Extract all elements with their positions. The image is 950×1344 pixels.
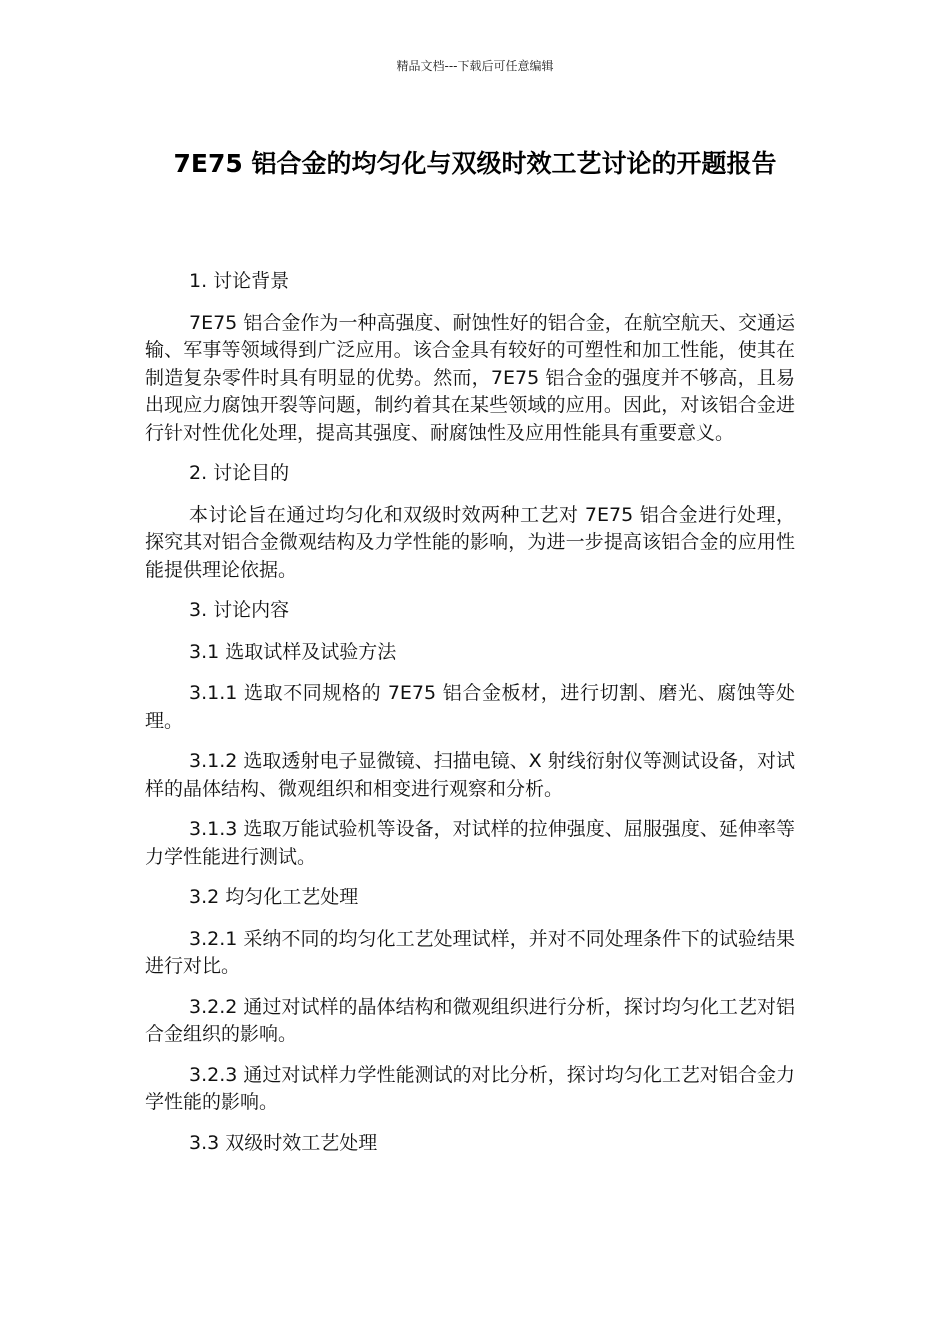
paragraph-background: 7E75 铝合金作为一种高强度、耐蚀性好的铝合金，在航空航天、交通运输、军事等领域得到广泛应用。该合金具有较好的可塑性和加工性能，使其在制造复杂零件时具有明显的优势。然而，7E75 铝合金的强度并不够高，且易出现应力腐蚀开裂等问题，制约着其在某些领域的应用。因此，对该铝合金进行针对性优化处理，提高其强度、耐腐蚀性及应用性能具有重要意义。 <box>145 311 795 444</box>
paragraph-purpose: 本讨论旨在通过均匀化和双级时效两种工艺对 7E75 铝合金进行处理，探究其对铝合金微观结构及力学性能的影响，为进一步提高该铝合金的应用性能提供理论依据。 <box>145 503 795 581</box>
paragraph-3-2-3: 3.2.3 通过对试样力学性能测试的对比分析，探讨均匀化工艺对铝合金力学性能的影响。 <box>145 1063 795 1113</box>
section-heading-purpose: 2. 讨论目的 <box>189 462 290 484</box>
page-header-note: 精品文档---下载后可任意编辑 <box>396 59 554 73</box>
paragraph-3-1-1: 3.1.1 选取不同规格的 7E75 铝合金板材，进行切割、磨光、腐蚀等处理。 <box>145 682 795 732</box>
subsection-heading-3-3: 3.3 双级时效工艺处理 <box>189 1131 378 1154</box>
section-heading-background: 1. 讨论背景 <box>189 270 290 292</box>
subsection-heading-3-1: 3.1 选取试样及试验方法 <box>189 640 397 663</box>
section-heading-content: 3. 讨论内容 <box>189 599 290 621</box>
paragraph-3-1-3: 3.1.3 选取万能试验机等设备，对试样的拉伸强度、屈服强度、延伸率等力学性能进行测试。 <box>145 818 795 868</box>
subsection-heading-3-2: 3.2 均匀化工艺处理 <box>189 886 359 908</box>
document-body <box>145 268 795 1171</box>
document-title: 7E75 铝合金的均匀化与双级时效工艺讨论的开题报告 <box>173 149 777 178</box>
paragraph-3-2-1: 3.2.1 采纳不同的均匀化工艺处理试样，并对不同处理条件下的试验结果进行对比。 <box>145 927 795 977</box>
paragraph-3-1-2: 3.1.2 选取透射电子显微镜、扫描电镜、X 射线衍射仪等测试设备，对试样的晶体结构、微观组织和相变进行观察和分析。 <box>145 750 795 800</box>
paragraph-3-2-2: 3.2.2 通过对试样的晶体结构和微观组织进行分析，探讨均匀化工艺对铝合金组织的影响。 <box>145 995 795 1045</box>
